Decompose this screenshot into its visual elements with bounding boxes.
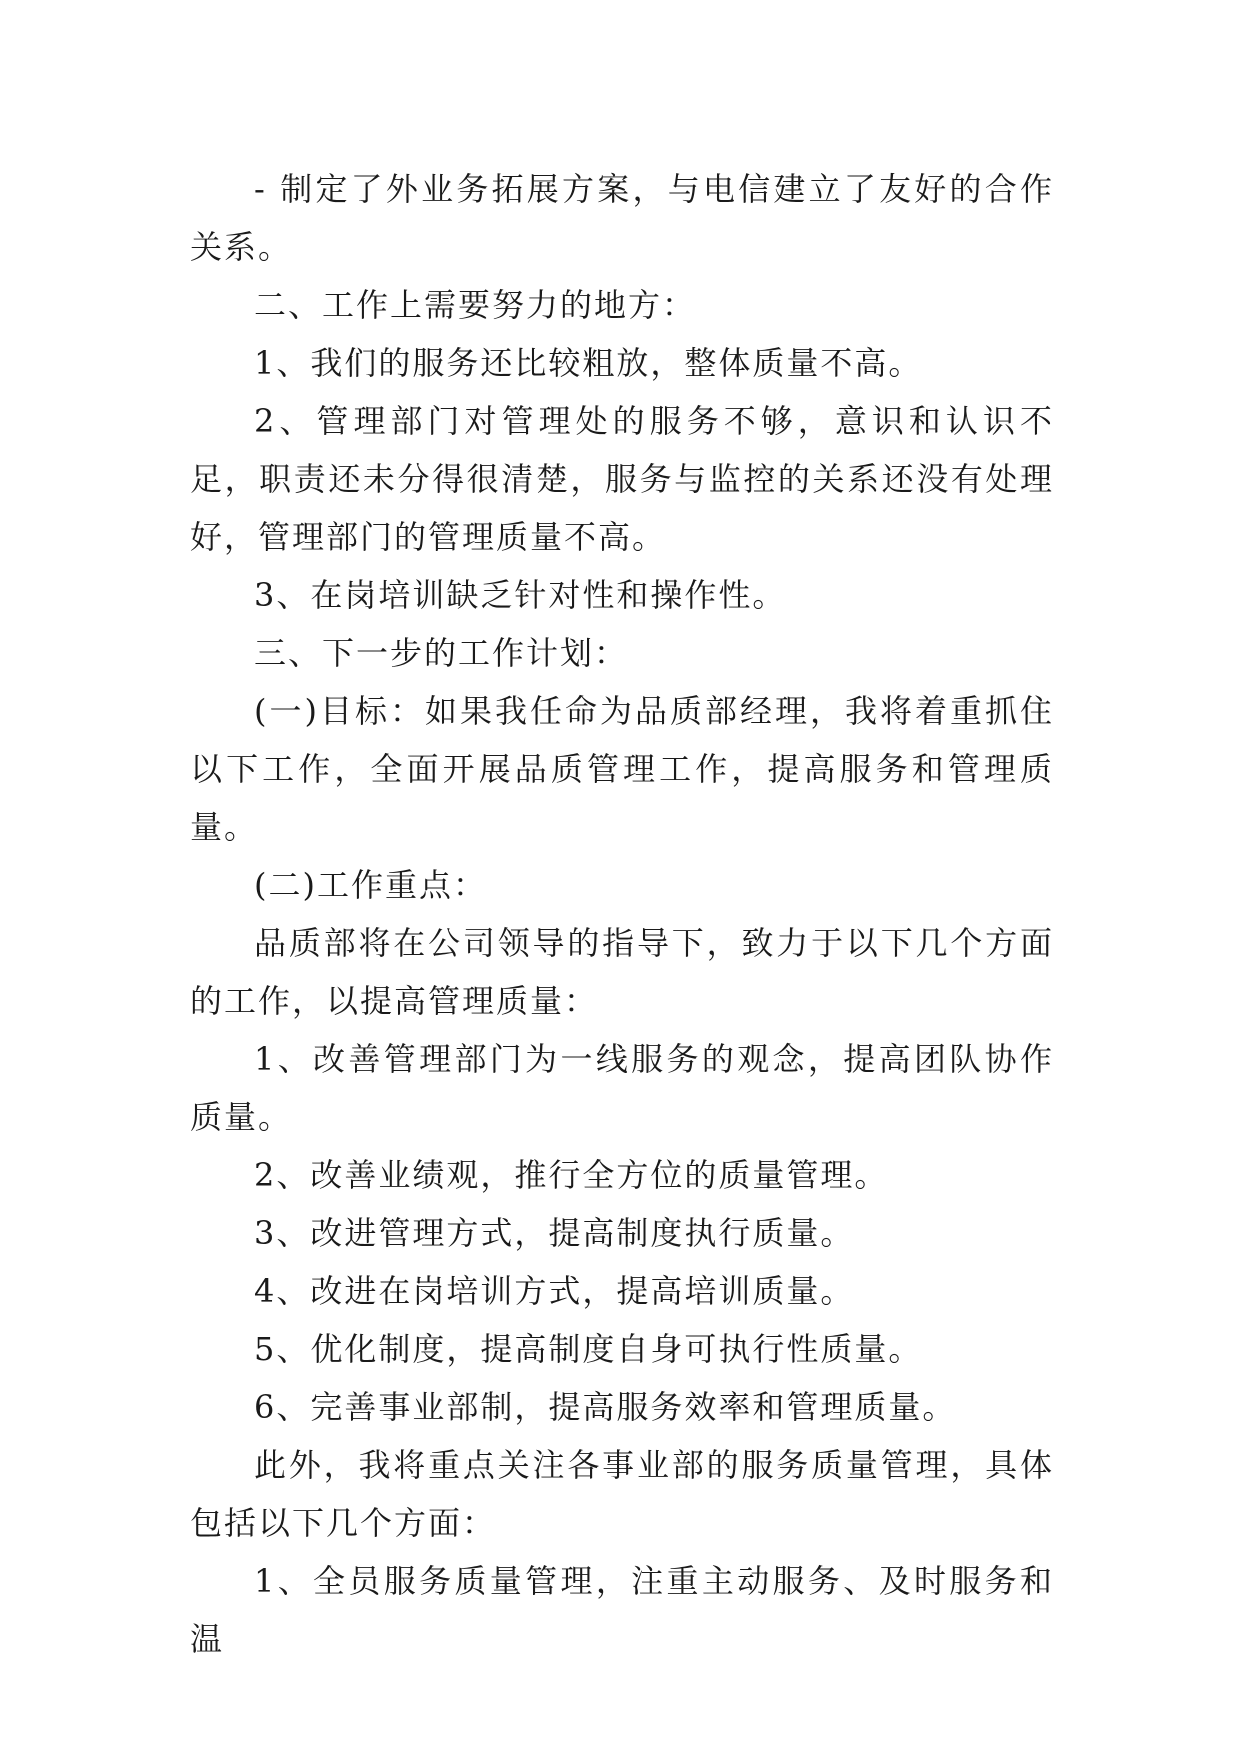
paragraph-12: 3、改进管理方式，提高制度执行质量。 xyxy=(254,1214,855,1252)
paragraph-13: 4、改进在岗培训方式，提高培训质量。 xyxy=(254,1272,855,1310)
paragraph-11: 2、改善业绩观，推行全方位的质量管理。 xyxy=(254,1156,889,1194)
paragraph-16: 此外，我将重点关注各事业部的服务质量管理，具体包括以下几个方面： xyxy=(190,1446,1054,1542)
paragraph-10: 1、改善管理部门为一线服务的观念，提高团队协作质量。 xyxy=(190,1040,1054,1136)
paragraph-15: 6、完善事业部制，提高服务效率和管理质量。 xyxy=(254,1388,957,1426)
paragraph-9: 品质部将在公司领导的指导下，致力于以下几个方面的工作，以提高管理质量： xyxy=(190,924,1054,1020)
section-heading-6: 三、下一步的工作计划： xyxy=(254,634,629,672)
paragraph-14: 5、优化制度，提高制度自身可执行性质量。 xyxy=(254,1330,923,1368)
section-heading-2: 二、工作上需要努力的地方： xyxy=(254,286,697,324)
paragraph-4: 2、管理部门对管理处的服务不够，意识和认识不足，职责还未分得很清楚，服务与监控的关系还没有处理好，管理部门的管理质量不高。 xyxy=(190,402,1054,556)
paragraph-7: (一)目标：如果我任命为品质部经理，我将着重抓住以下工作，全面开展品质管理工作，提高服务和管理质量。 xyxy=(190,692,1054,846)
subheading-8: (二)工作重点： xyxy=(254,866,487,904)
paragraph-1: - 制定了外业务拓展方案，与电信建立了友好的合作关系。 xyxy=(190,170,1054,266)
paragraph-3: 1、我们的服务还比较粗放，整体质量不高。 xyxy=(254,344,923,382)
paragraph-5: 3、在岗培训缺乏针对性和操作性。 xyxy=(254,576,787,614)
document-body xyxy=(190,160,1054,1668)
paragraph-17: 1、全员服务质量管理，注重主动服务、及时服务和温 xyxy=(190,1562,1054,1658)
